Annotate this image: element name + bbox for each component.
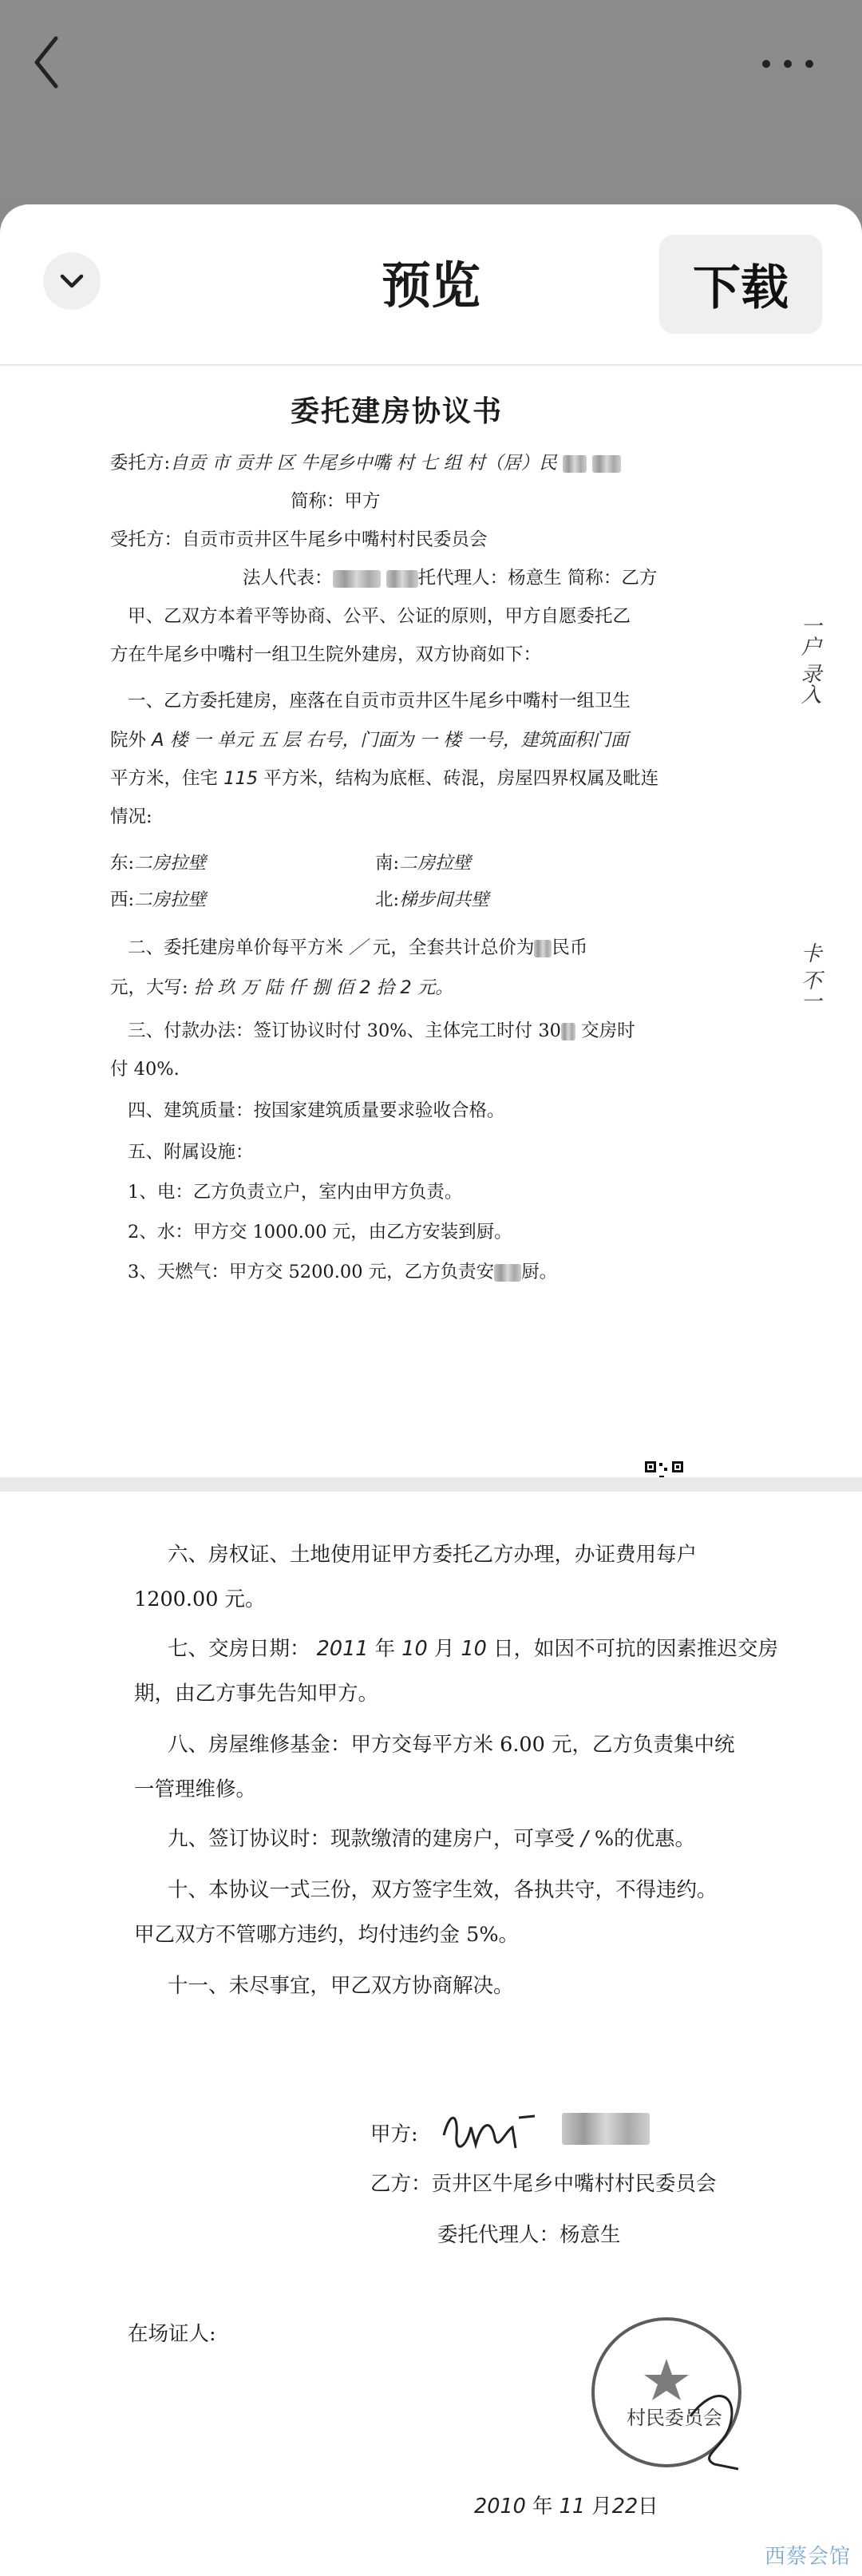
doc-paragraph: 1、电：乙方负责立户，室内由甲方负责。: [128, 1182, 463, 1203]
building-line: 院外 A 楼 一 单元 五 层 右号，门面为 一 楼 一号，建筑面积门面: [110, 730, 629, 751]
boundary-north: 北:梯步间共壁: [375, 890, 489, 910]
doc-paragraph: 甲乙双方不管哪方违约，均付违约金 5%。: [134, 1923, 520, 1947]
more-horizontal-icon[interactable]: [760, 56, 816, 72]
doc-paragraph: 方在牛尾乡中嘴村一组卫生院外建房，双方协商如下：: [110, 644, 542, 665]
margin-note: 一户 录入: [797, 615, 821, 705]
doc-paragraph: 情况:: [110, 806, 152, 827]
document-title: 委托建房协议书: [291, 394, 504, 428]
doc-paragraph: 十一、未尽事宜，甲乙双方协商解决。: [168, 1974, 514, 1998]
area-line: 平方米，住宅 115 平方米，结构为底框、砖混，房屋四界权属及毗连: [110, 768, 659, 789]
official-stamp: [579, 2305, 770, 2488]
preview-sheet: [0, 204, 862, 2576]
doc-paragraph: 一管理维修。: [134, 1777, 257, 1801]
agent-line: 委托代理人：杨意生: [437, 2223, 621, 2247]
margin-note: 卡 不一: [797, 942, 821, 1012]
price-line: 二、委托建房单价每平方米 ／ 元，全套共计总价为 民币: [128, 937, 588, 958]
top-bar: [0, 0, 862, 200]
party-a-signature: [439, 2103, 543, 2159]
boundary-south: 南:二房拉壁: [375, 853, 472, 874]
doc-paragraph: 六、房权证、土地使用证甲方委托乙方办理，办证费用每户: [168, 1543, 698, 1567]
watermark-text: 西蔡会馆: [764, 2545, 851, 2569]
sheet-header: [0, 204, 862, 366]
doc-paragraph: 十、本协议一式三份，双方签字生效，各执共守，不得违约。: [168, 1878, 718, 1902]
doc-paragraph: 四、建筑质量：按国家建筑质量要求验收合格。: [128, 1100, 505, 1121]
doc-paragraph: 甲、乙双方本着平等协商、公平、公证的原则，甲方自愿委托乙: [128, 606, 631, 627]
chevron-left-icon[interactable]: [30, 34, 62, 91]
contractor-line: 受托方：自贡市贡井区牛尾乡中嘴村村民委员会: [110, 529, 488, 550]
boundary-west: 西:二房拉壁: [110, 890, 207, 910]
doc-paragraph: 八、房屋维修基金：甲方交每平方米 6.00 元，乙方负责集中统: [168, 1733, 735, 1757]
discount-line: 九、签订协议时：现款缴清的建房户，可享受 / %的优惠。: [168, 1827, 696, 1851]
svg-text:村民委员会: 村民委员会: [627, 2407, 722, 2429]
delivery-date-line: 七、交房日期： 2011 年 10 月 10 日，如因不可抗的因素推迟交房: [168, 1637, 779, 1661]
page-divider: [0, 1477, 862, 1492]
document-page-1: [0, 367, 862, 1477]
party-a-line: 甲方:: [370, 2122, 418, 2146]
doc-paragraph: 2、水：甲方交 1000.00 元，由乙方安装到厨。: [128, 1222, 512, 1242]
doc-paragraph: 一、乙方委托建房，座落在自贡市贡井区牛尾乡中嘴村一组卫生: [128, 691, 631, 711]
doc-paragraph: 期，由乙方事先告知甲方。: [134, 1682, 379, 1706]
client-short-name: 简称：甲方: [291, 491, 381, 512]
amount-words-line: 元，大写: 拾 玖 万 陆 仟 捌 佰 2 拾 2 元。: [110, 977, 453, 998]
legal-rep-line: 法人代表： 托代理人：杨意生 简称：乙方: [243, 568, 658, 589]
doc-paragraph: 1200.00 元。: [134, 1587, 266, 1611]
download-button[interactable]: 下载: [659, 235, 822, 334]
sheet-title: 预览: [381, 256, 480, 315]
client-line: 委托方:自贡 市 贡井 区 牛尾乡中嘴 村 七 组 村（居）民: [110, 451, 621, 475]
party-b-line: 乙方：贡井区牛尾乡中嘴村村民委员会: [370, 2172, 717, 2196]
gas-line: 3、天燃气：甲方交 5200.00 元，乙方负责安 厨。: [128, 1262, 558, 1282]
boundary-east: 东:二房拉壁: [110, 853, 207, 874]
witness-line: 在场证人:: [128, 2322, 216, 2346]
sign-date-line: 2010 年 11 月22日: [474, 2495, 658, 2519]
doc-paragraph: 五、附属设施：: [128, 1142, 254, 1163]
doc-paragraph: 付 40%.: [110, 1059, 180, 1080]
payment-line: 三、付款办法：签订协议时付 30%、主体完工时付 30 交房时: [128, 1020, 635, 1041]
